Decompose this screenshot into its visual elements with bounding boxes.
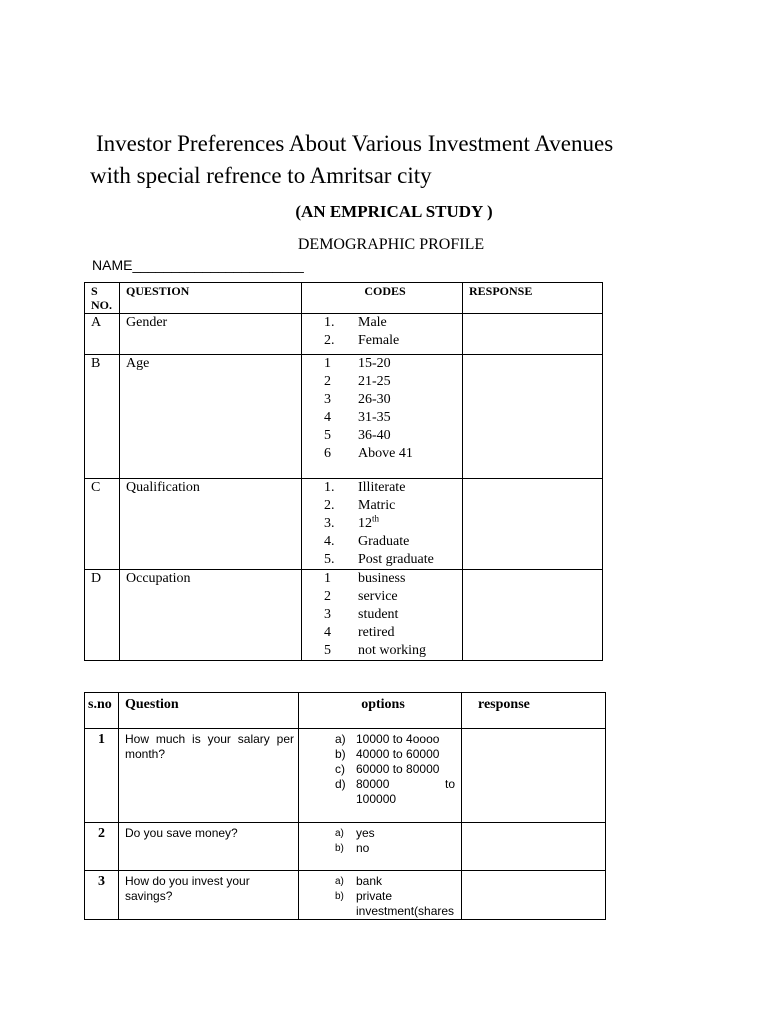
table-row	[85, 314, 603, 355]
code-item: 5. Post graduate	[324, 552, 434, 567]
code-item: 1 business	[324, 571, 406, 586]
row-sno: 1	[85, 729, 119, 823]
code-item: 1 15-20	[324, 356, 391, 371]
row-sno: 3	[85, 871, 119, 920]
name-field-label: NAME______________________	[92, 257, 304, 273]
code-item: 5 36-40	[324, 428, 391, 443]
demographic-table	[84, 282, 603, 661]
option-item: b) private	[335, 889, 393, 903]
row-sno: C	[85, 479, 120, 570]
code-item: 1. Male	[324, 315, 387, 330]
code-item: 2. Matric	[324, 498, 396, 513]
code-item: 4. Graduate	[324, 534, 410, 549]
response-cell[interactable]	[463, 355, 603, 479]
code-item: 2 service	[324, 589, 398, 604]
code-item: 3 26-30	[324, 392, 391, 407]
table-row	[85, 871, 606, 920]
response-cell[interactable]	[463, 570, 603, 661]
option-item: c) 60000 to 80000	[335, 762, 440, 776]
row-question: How do you invest your savings?	[119, 871, 299, 920]
response-cell[interactable]	[462, 729, 606, 823]
option-item: b) no	[335, 841, 370, 855]
table-header-row	[85, 693, 606, 729]
code-item: 4 retired	[324, 625, 395, 640]
row-codes	[302, 355, 463, 479]
code-item: 6 Above 41	[324, 446, 413, 461]
row-codes	[302, 570, 463, 661]
row-question: Gender	[120, 314, 302, 355]
row-options	[299, 823, 462, 871]
code-item: 4 31-35	[324, 410, 391, 425]
header-sno: S NO.	[85, 283, 120, 314]
option-item: a) 10000 to 4oooo	[335, 732, 440, 746]
header-question: QUESTION	[120, 283, 302, 314]
code-item: 3. 12th	[324, 513, 380, 531]
row-question: Age	[120, 355, 302, 479]
option-item: b) 40000 to 60000	[335, 747, 440, 761]
row-sno: B	[85, 355, 120, 479]
row-question: Qualification	[120, 479, 302, 570]
code-item: 5 not working	[324, 643, 427, 658]
table-row	[85, 823, 606, 871]
response-cell[interactable]	[463, 479, 603, 570]
code-item: 2. Female	[324, 333, 400, 348]
row-options	[299, 729, 462, 823]
row-sno: D	[85, 570, 120, 661]
option-item: d) 80000 to 100000	[335, 777, 455, 806]
header-codes: CODES	[302, 283, 463, 314]
header-response: response	[462, 693, 606, 729]
row-codes	[302, 479, 463, 570]
option-item: a) yes	[335, 826, 375, 840]
row-sno: A	[85, 314, 120, 355]
response-cell[interactable]	[462, 823, 606, 871]
header-sno: s.no	[85, 693, 119, 729]
document-title	[90, 128, 750, 192]
response-cell[interactable]	[463, 314, 603, 355]
code-item: 2 21-25	[324, 374, 391, 389]
section-heading: DEMOGRAPHIC PROFILE	[297, 236, 485, 253]
option-item: a) bank	[335, 874, 383, 888]
row-sno: 2	[85, 823, 119, 871]
header-question: Question	[119, 693, 299, 729]
questionnaire-table	[84, 692, 606, 920]
header-response: RESPONSE	[463, 283, 603, 314]
code-item: 1. Illiterate	[324, 480, 406, 495]
row-codes	[302, 314, 463, 355]
table-row	[85, 479, 603, 570]
table-header-row	[85, 283, 603, 314]
table-row	[85, 355, 603, 479]
header-options: options	[299, 693, 462, 729]
option-item: investment(shares	[356, 904, 455, 918]
row-question: How much is your salary per month?	[119, 729, 299, 823]
document-subtitle: (AN EMPRICAL STUDY )	[295, 202, 493, 221]
table-row	[85, 729, 606, 823]
response-cell[interactable]	[462, 871, 606, 920]
table-row	[85, 570, 603, 661]
title-line-1: Investor Preferences About Various Investment Avenues	[96, 131, 614, 156]
row-question: Do you save money?	[119, 823, 299, 871]
title-line-2: with special refrence to Amritsar city	[90, 163, 432, 188]
row-options	[299, 871, 462, 920]
row-question: Occupation	[120, 570, 302, 661]
code-item: 3 student	[324, 607, 399, 622]
